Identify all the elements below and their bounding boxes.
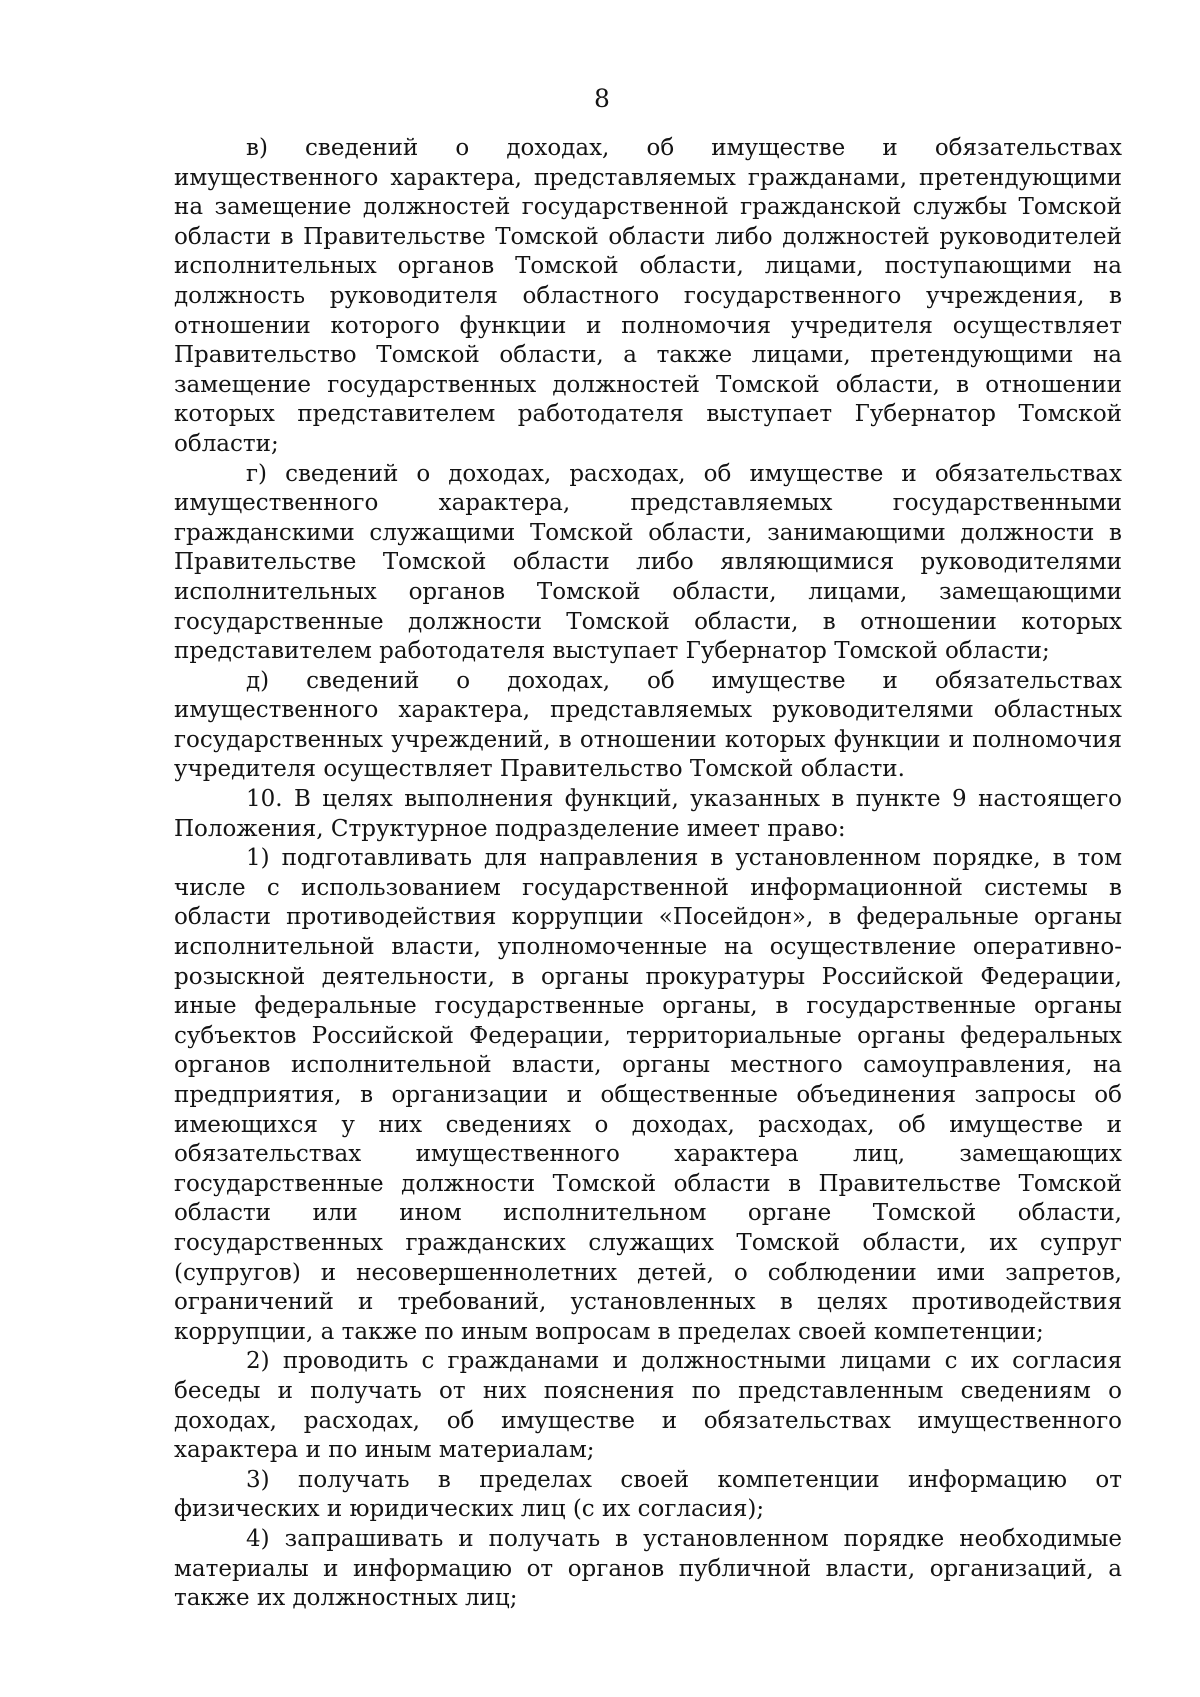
- paragraph-10-1: 1) подготавливать для направления в установленном порядке, в том числе с использованием государственной информационной системы в области противодействия коррупции «Посейдон», в федеральные органы исполнительной власти, уполномоченные на осуществление оперативно-розыскной деятельности, в органы прокуратуры Российской Федерации, иные федеральные государственные органы, в государственные органы субъектов Российской Федерации, территориальные органы федеральных органов исполнительной власти, органы местного самоуправления, на предприятия, в организации и общественные объединения запросы об имеющихся у них сведениях о доходах, расходах, об имуществе и обязательствах имущественного характера лиц, замещающих государственные должности Томской области в Правительстве Томской области или ином исполнительном органе Томской области, государственных гражданских служащих Томской области, их супруг (супругов) и несовершеннолетних детей, о соблюдении ими запретов, ограничений и требований, установленных в целях противодействия коррупции, а также по иным вопросам в пределах своей компетенции;: [174, 845, 1122, 1345]
- paragraph-10-3: 3) получать в пределах своей компетенции информацию от физических и юридических лиц (с их согласия);: [174, 1466, 1122, 1523]
- page-number: 8: [594, 84, 610, 113]
- paragraph-v: в) сведений о доходах, об имуществе и обязательствах имущественного характера, представляемых гражданами, претендующими на замещение должностей государственной гражданской службы Томской области в Правительстве Томской области либо должностей руководителей исполнительных органов Томской области, лицами, поступающими на должность руководителя областного государственного учреждения, в отношении которого функции и полномочия учредителя осуществляет Правительство Томской области, а также лицами, претендующими на замещение государственных должностей Томской области, в отношении которых представителем работодателя выступает Губернатор Томской области;: [174, 135, 1122, 457]
- paragraph-10-4: 4) запрашивать и получать в установленном порядке необходимые материалы и информацию от органов публичной власти, организаций, а также их должностных лиц;: [174, 1525, 1122, 1612]
- paragraph-10-2: 2) проводить с гражданами и должностными лицами с их согласия беседы и получать от них пояснения по представленным сведениям о доходах, расходах, об имуществе и обязательствах имущественного характера и по иным материалам;: [174, 1348, 1122, 1464]
- paragraph-g: г) сведений о доходах, расходах, об имуществе и обязательствах имущественного характера, представляемых государственными гражданскими служащими Томской области, занимающими должности в Правительстве Томской области либо являющимися руководителями исполнительных органов Томской области, лицами, замещающими государственные должности Томской области, в отношении которых представителем работодателя выступает Губернатор Томской области;: [174, 460, 1122, 665]
- document-body: [174, 134, 1122, 1614]
- paragraph-10: 10. В целях выполнения функций, указанных в пункте 9 настоящего Положения, Структурное подразделение имеет право:: [174, 786, 1122, 842]
- paragraph-d: д) сведений о доходах, об имуществе и обязательствах имущественного характера, представляемых руководителями областных государственных учреждений, в отношении которых функции и полномочия учредителя осуществляет Правительство Томской области.: [174, 667, 1122, 783]
